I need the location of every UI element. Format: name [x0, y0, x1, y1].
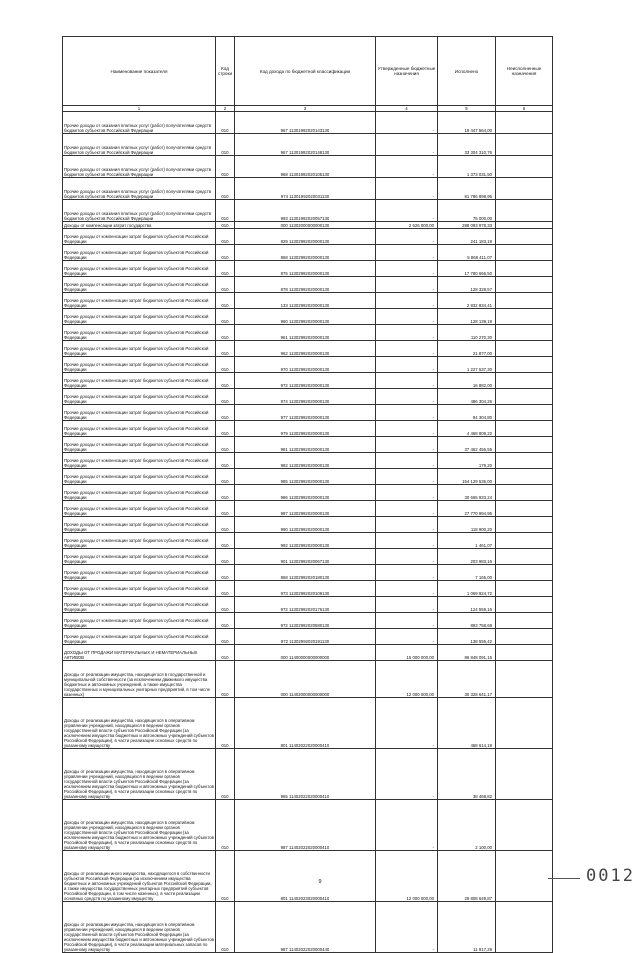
row-line-code: 010 — [216, 485, 235, 501]
row-unexecuted — [496, 134, 553, 156]
row-unexecuted — [496, 517, 553, 533]
row-approved: - — [376, 800, 438, 851]
table-row — [63, 373, 553, 389]
row-income-code: 972 11302992020580130 — [235, 613, 376, 629]
row-line-code: 010 — [216, 800, 235, 851]
row-executed: 11 917,29 — [438, 902, 496, 953]
row-unexecuted — [496, 389, 553, 405]
page-number: 9 — [318, 879, 322, 885]
row-income-code: 972 11302992020191130 — [235, 629, 376, 645]
row-income-code: 981 11302992020000130 — [235, 437, 376, 453]
row-executed: 38 468,82 — [438, 749, 496, 800]
row-name: Доходы от реализации имущества, находящегося в государственной и муниципальной собственности (за исключением движимого имущества бюджетных и автономных учреждений, а также имущества государственных и муниципальных унитарных предприятий, в том числе казенных) — [63, 661, 216, 698]
row-income-code: 987 11402022020000410 — [235, 800, 376, 851]
row-unexecuted — [496, 421, 553, 437]
table-row — [63, 485, 553, 501]
row-income-code: 960 11302992020000130 — [235, 309, 376, 325]
table-row — [63, 261, 553, 277]
table-row — [63, 581, 553, 597]
row-line-code: 010 — [216, 421, 235, 437]
table-row — [63, 851, 553, 902]
row-executed: 94 304,80 — [438, 405, 496, 421]
row-name: Прочие доходы от оказания платных услуг (работ) получателями средств бюджетов субъектов Российской Федерации — [63, 156, 216, 178]
row-approved: 12 000 000,00 — [376, 851, 438, 902]
table-row — [63, 549, 553, 565]
row-line-code: 010 — [216, 222, 235, 229]
row-income-code: 875 11302992020000130 — [235, 261, 376, 277]
header-unexecuted: Неисполненные назначения — [496, 37, 553, 106]
row-income-code: 000 11402000000000000 — [235, 661, 376, 698]
row-unexecuted — [496, 178, 553, 200]
row-unexecuted — [496, 229, 553, 245]
table-row — [63, 389, 553, 405]
table-row — [63, 245, 553, 261]
row-line-code: 010 — [216, 112, 235, 134]
row-executed: 2 100,00 — [438, 800, 496, 851]
row-line-code: 010 — [216, 597, 235, 613]
row-executed: 128 328,57 — [438, 277, 496, 293]
row-unexecuted — [496, 261, 553, 277]
row-executed: 1 069 924,72 — [438, 581, 496, 597]
row-unexecuted — [496, 373, 553, 389]
row-income-code: 974 11302992020000130 — [235, 389, 376, 405]
row-income-code: 982 11302992020000130 — [235, 453, 376, 469]
row-executed: 124 559,16 — [438, 597, 496, 613]
row-approved: - — [376, 373, 438, 389]
row-approved: - — [376, 178, 438, 200]
row-approved: - — [376, 341, 438, 357]
row-name: Прочие доходы от компенсации затрат бюджетов субъектов Российской Федерации — [63, 581, 216, 597]
row-income-code: 973 11302992020109130 — [235, 581, 376, 597]
row-line-code: 010 — [216, 309, 235, 325]
row-executed: 179,20 — [438, 453, 496, 469]
row-executed: 33 304 310,76 — [438, 134, 496, 156]
row-approved: - — [376, 293, 438, 309]
row-executed: 118 900,20 — [438, 517, 496, 533]
row-executed: 81 786 898,95 — [438, 178, 496, 200]
row-approved: - — [376, 277, 438, 293]
row-executed: 86 848 091,15 — [438, 645, 496, 661]
row-unexecuted — [496, 453, 553, 469]
row-executed: 19 447 564,00 — [438, 112, 496, 134]
row-approved: - — [376, 437, 438, 453]
table-row — [63, 629, 553, 645]
row-line-code: 010 — [216, 501, 235, 517]
row-executed: 893 758,68 — [438, 613, 496, 629]
row-approved: 15 000 000,00 — [376, 645, 438, 661]
row-executed: 1 461,07 — [438, 533, 496, 549]
row-income-code: 987 11402022020000440 — [235, 902, 376, 953]
row-name: Прочие доходы от компенсации затрат бюджетов субъектов Российской Федерации — [63, 469, 216, 485]
row-name: Прочие доходы от оказания платных услуг (работ) получателями средств бюджетов субъектов Российской Федерации — [63, 178, 216, 200]
column-number: 1 — [63, 106, 216, 112]
row-line-code: 010 — [216, 613, 235, 629]
table-row — [63, 200, 553, 222]
row-approved: - — [376, 156, 438, 178]
row-income-code: 970 11302992020000130 — [235, 357, 376, 373]
row-approved: - — [376, 134, 438, 156]
table-row — [63, 421, 553, 437]
row-line-code: 010 — [216, 645, 235, 661]
row-executed: 16 882,00 — [438, 373, 496, 389]
row-executed: 5 868 411,07 — [438, 245, 496, 261]
row-approved: - — [376, 629, 438, 645]
row-approved: - — [376, 549, 438, 565]
row-income-code: 990 11302992020000130 — [235, 517, 376, 533]
row-name: Прочие доходы от компенсации затрат бюджетов субъектов Российской Федерации — [63, 453, 216, 469]
row-name: Доходы от реализации имущества, находящегося в оперативном управлении учреждений, находящихся в ведении органов государственной власти субъектов Российской Федерации (за исключением имущества бюджетных и автономных учреждений субъектов Российской Федерации), в части реализации материальных запасов по указанному имуществу — [63, 902, 216, 953]
row-executed: 75 000,00 — [438, 200, 496, 222]
row-income-code: 977 11302992020000130 — [235, 405, 376, 421]
table-row — [63, 613, 553, 629]
row-name: Доходы от реализации имущества, находящегося в оперативном управлении учреждений, находящихся в ведении органов государственной власти субъектов Российской Федерации (за исключением имущества бюджетных и автономных учреждений субъектов Российской Федерации), в части реализации основных средств по указанному имуществу — [63, 698, 216, 749]
row-income-code: 829 11302992020000130 — [235, 229, 376, 245]
row-line-code: 010 — [216, 661, 235, 698]
row-name: Прочие доходы от компенсации затрат бюджетов субъектов Российской Федерации — [63, 421, 216, 437]
row-name: Прочие доходы от компенсации затрат бюджетов субъектов Российской Федерации — [63, 373, 216, 389]
row-unexecuted — [496, 581, 553, 597]
row-unexecuted — [496, 293, 553, 309]
row-unexecuted — [496, 800, 553, 851]
table-row — [63, 222, 553, 229]
column-number: 5 — [438, 106, 496, 112]
row-approved: - — [376, 517, 438, 533]
row-income-code: 901 11302992020067130 — [235, 549, 376, 565]
row-name: Прочие доходы от компенсации затрат бюджетов субъектов Российской Федерации — [63, 357, 216, 373]
row-unexecuted — [496, 245, 553, 261]
row-executed: 1 227 537,30 — [438, 357, 496, 373]
row-executed: 2 832 834,41 — [438, 293, 496, 309]
row-executed: 1 373 031,50 — [438, 156, 496, 178]
row-unexecuted — [496, 549, 553, 565]
row-income-code: 965 11402022020000410 — [235, 749, 376, 800]
table-body — [63, 112, 553, 953]
row-unexecuted — [496, 597, 553, 613]
row-income-code: 801 11402023020000410 — [235, 851, 376, 902]
row-line-code: 010 — [216, 405, 235, 421]
row-approved: - — [376, 245, 438, 261]
row-approved: - — [376, 485, 438, 501]
row-name: Прочие доходы от компенсации затрат бюджетов субъектов Российской Федерации — [63, 485, 216, 501]
table-row — [63, 112, 553, 134]
row-name: Прочие доходы от компенсации затрат бюджетов субъектов Российской Федерации — [63, 565, 216, 581]
table-row — [63, 156, 553, 178]
row-unexecuted — [496, 357, 553, 373]
row-name: Прочие доходы от оказания платных услуг (работ) получателями средств бюджетов субъектов Российской Федерации — [63, 134, 216, 156]
row-income-code: 000 11400000000000000 — [235, 645, 376, 661]
header-indicator-name: Наименование показателя — [63, 37, 216, 106]
row-name: Прочие доходы от компенсации затрат бюджетов субъектов Российской Федерации — [63, 629, 216, 645]
row-approved: - — [376, 565, 438, 581]
row-line-code: 010 — [216, 517, 235, 533]
table-row — [63, 749, 553, 800]
table-row — [63, 357, 553, 373]
row-line-code: 010 — [216, 178, 235, 200]
row-approved: - — [376, 469, 438, 485]
income-table — [62, 36, 553, 953]
row-unexecuted — [496, 698, 553, 749]
row-unexecuted — [496, 405, 553, 421]
row-income-code: 868 11302992020000130 — [235, 245, 376, 261]
row-name: Прочие доходы от компенсации затрат бюджетов субъектов Российской Федерации — [63, 533, 216, 549]
row-unexecuted — [496, 222, 553, 229]
table-row — [63, 309, 553, 325]
table-row — [63, 405, 553, 421]
row-executed: 17 780 666,50 — [438, 261, 496, 277]
row-line-code: 010 — [216, 469, 235, 485]
row-income-code: 961 11302992020000130 — [235, 325, 376, 341]
row-approved: - — [376, 533, 438, 549]
table-row — [63, 902, 553, 953]
row-line-code: 010 — [216, 156, 235, 178]
row-unexecuted — [496, 902, 553, 953]
table-row — [63, 533, 553, 549]
row-name: Прочие доходы от компенсации затрат бюджетов субъектов Российской Федерации — [63, 261, 216, 277]
row-line-code: 010 — [216, 749, 235, 800]
row-line-code: 010 — [216, 851, 235, 902]
table-row — [63, 277, 553, 293]
row-name: Доходы от реализации иного имущества, находящегося в собственности субъектов Российской Федерации (за исключением имущества бюджетных и автономных учреждений субъектов Российской Федерации, а также имущества государственных унитарных предприятий субъектов Российской Федерации, в том числе казенных), в части реализации основных средств по указанному имуществу — [63, 851, 216, 902]
row-name: ДОХОДЫ ОТ ПРОДАЖИ МАТЕРИАЛЬНЫХ И НЕМАТЕРИАЛЬНЫХ АКТИВОВ — [63, 645, 216, 661]
row-line-code: 010 — [216, 389, 235, 405]
row-approved: - — [376, 902, 438, 953]
row-income-code: 962 11302992020000130 — [235, 341, 376, 357]
table-row — [63, 698, 553, 749]
row-income-code: 801 11402022020000410 — [235, 698, 376, 749]
row-unexecuted — [496, 501, 553, 517]
row-approved: - — [376, 325, 438, 341]
row-approved: - — [376, 613, 438, 629]
row-approved: - — [376, 453, 438, 469]
row-approved: - — [376, 597, 438, 613]
row-name: Прочие доходы от оказания платных услуг (работ) получателями средств бюджетов субъектов Российской Федерации — [63, 112, 216, 134]
row-income-code: 985 11302992020000130 — [235, 469, 376, 485]
row-unexecuted — [496, 645, 553, 661]
row-line-code: 010 — [216, 357, 235, 373]
row-income-code: 878 11302992020000130 — [235, 277, 376, 293]
row-unexecuted — [496, 851, 553, 902]
table-row — [63, 645, 553, 661]
row-income-code: 868 11302992020180130 — [235, 565, 376, 581]
row-executed: 138 555,42 — [438, 629, 496, 645]
row-name: Прочие доходы от компенсации затрат бюджетов субъектов Российской Федерации — [63, 613, 216, 629]
row-line-code: 010 — [216, 200, 235, 222]
row-approved: - — [376, 501, 438, 517]
row-name: Прочие доходы от компенсации затрат бюджетов субъектов Российской Федерации — [63, 229, 216, 245]
row-line-code: 010 — [216, 277, 235, 293]
row-unexecuted — [496, 565, 553, 581]
header-income-code: Код дохода по бюджетной классификации — [235, 37, 376, 106]
row-name: Прочие доходы от компенсации затрат бюджетов субъектов Российской Федерации — [63, 325, 216, 341]
row-executed: 241 183,19 — [438, 229, 496, 245]
row-income-code: 000 11302000000000130 — [235, 222, 376, 229]
table-row — [63, 661, 553, 698]
row-unexecuted — [496, 200, 553, 222]
row-unexecuted — [496, 437, 553, 453]
row-executed: 30 328 641,17 — [438, 661, 496, 698]
row-executed: 37 462 456,55 — [438, 437, 496, 453]
row-line-code: 010 — [216, 533, 235, 549]
column-number: 6 — [496, 106, 553, 112]
row-approved: - — [376, 581, 438, 597]
table-row — [63, 453, 553, 469]
table-row — [63, 229, 553, 245]
report-sheet — [62, 36, 552, 953]
row-approved: - — [376, 357, 438, 373]
table-row — [63, 597, 553, 613]
row-line-code: 010 — [216, 134, 235, 156]
row-approved: - — [376, 112, 438, 134]
row-unexecuted — [496, 309, 553, 325]
row-income-code: 992 11302992020000130 — [235, 533, 376, 549]
row-unexecuted — [496, 112, 553, 134]
row-name: Прочие доходы от компенсации затрат бюджетов субъектов Российской Федерации — [63, 309, 216, 325]
row-approved: - — [376, 405, 438, 421]
row-approved: - — [376, 261, 438, 277]
row-name: Прочие доходы от компенсации затрат бюджетов субъектов Российской Федерации — [63, 437, 216, 453]
row-approved: - — [376, 421, 438, 437]
row-unexecuted — [496, 533, 553, 549]
row-executed: 468 614,19 — [438, 698, 496, 749]
header-approved: Утвержденные бюджетные назначения — [376, 37, 438, 106]
row-approved: - — [376, 309, 438, 325]
row-name: Доходы от компенсации затрат государства — [63, 222, 216, 229]
row-income-code: 968 11301992020105130 — [235, 156, 376, 178]
row-unexecuted — [496, 277, 553, 293]
row-line-code: 010 — [216, 437, 235, 453]
row-approved: - — [376, 698, 438, 749]
row-executed: 154 129 536,00 — [438, 469, 496, 485]
row-unexecuted — [496, 629, 553, 645]
table-row — [63, 800, 553, 851]
row-unexecuted — [496, 341, 553, 357]
row-line-code: 010 — [216, 698, 235, 749]
row-income-code: 967 11301992020148130 — [235, 134, 376, 156]
row-name: Прочие доходы от компенсации затрат бюджетов субъектов Российской Федерации — [63, 405, 216, 421]
row-name: Прочие доходы от компенсации затрат бюджетов субъектов Российской Федерации — [63, 389, 216, 405]
row-line-code: 010 — [216, 325, 235, 341]
row-name: Прочие доходы от компенсации затрат бюджетов субъектов Российской Федерации — [63, 597, 216, 613]
row-executed: 7 165,00 — [438, 565, 496, 581]
row-income-code: 972 11302992020176130 — [235, 597, 376, 613]
table-row — [63, 293, 553, 309]
row-line-code: 010 — [216, 565, 235, 581]
row-line-code: 010 — [216, 261, 235, 277]
header-line-code: Код строки — [216, 37, 235, 106]
row-name: Прочие доходы от компенсации затрат бюджетов субъектов Российской Федерации — [63, 293, 216, 309]
row-executed: 288 093 978,33 — [438, 222, 496, 229]
row-approved: - — [376, 389, 438, 405]
row-approved: - — [376, 229, 438, 245]
row-name: Прочие доходы от компенсации затрат бюджетов субъектов Российской Федерации — [63, 517, 216, 533]
row-line-code: 010 — [216, 581, 235, 597]
row-approved: - — [376, 749, 438, 800]
row-name: Доходы от реализации имущества, находящегося в оперативном управлении учреждений, находящихся в ведении органов государственной власти субъектов Российской Федерации (за исключением имущества бюджетных и автономных учреждений субъектов Российской Федерации), в части реализации основных средств по указанному имуществу — [63, 800, 216, 851]
row-line-code: 010 — [216, 229, 235, 245]
row-income-code: 979 11302992020000130 — [235, 421, 376, 437]
row-income-code: 987 11302992020000130 — [235, 501, 376, 517]
row-income-code: 974 11301992020031130 — [235, 178, 376, 200]
table-header — [63, 37, 553, 112]
row-unexecuted — [496, 613, 553, 629]
table-row — [63, 325, 553, 341]
table-row — [63, 565, 553, 581]
column-number: 3 — [235, 106, 376, 112]
column-number: 2 — [216, 106, 235, 112]
table-row — [63, 341, 553, 357]
row-executed: 30 665 933,24 — [438, 485, 496, 501]
row-unexecuted — [496, 469, 553, 485]
row-executed: 110 270,30 — [438, 325, 496, 341]
row-executed: 21 877,00 — [438, 341, 496, 357]
row-unexecuted — [496, 749, 553, 800]
row-approved: - — [376, 200, 438, 222]
row-income-code: 967 11301992020143130 — [235, 112, 376, 134]
row-executed: 128 139,19 — [438, 309, 496, 325]
page-stamp: 0012 — [586, 866, 635, 886]
column-number: 4 — [376, 106, 438, 112]
row-approved: 2 626 000,00 — [376, 222, 438, 229]
header-executed: Исполнено — [438, 37, 496, 106]
row-name: Доходы от реализации имущества, находящегося в оперативном управлении учреждений, находящихся в ведении органов государственной власти субъектов Российской Федерации (за исключением имущества бюджетных и автономных учреждений субъектов Российской Федерации), в части реализации основных средств по указанному имуществу — [63, 749, 216, 800]
row-line-code: 010 — [216, 341, 235, 357]
row-income-code: 972 11302992020000130 — [235, 373, 376, 389]
row-name: Прочие доходы от компенсации затрат бюджетов субъектов Российской Федерации — [63, 549, 216, 565]
row-line-code: 010 — [216, 629, 235, 645]
row-name: Прочие доходы от оказания платных услуг (работ) получателями средств бюджетов субъектов Российской Федерации — [63, 200, 216, 222]
table-row — [63, 437, 553, 453]
row-unexecuted — [496, 485, 553, 501]
row-executed: 29 808 649,87 — [438, 851, 496, 902]
row-name: Прочие доходы от компенсации затрат бюджетов субъектов Российской Федерации — [63, 501, 216, 517]
row-income-code: 993 11301992020057130 — [235, 200, 376, 222]
row-line-code: 010 — [216, 549, 235, 565]
row-approved: 12 000 000,00 — [376, 661, 438, 698]
row-name: Прочие доходы от компенсации затрат бюджетов субъектов Российской Федерации — [63, 245, 216, 261]
row-name: Прочие доходы от компенсации затрат бюджетов субъектов Российской Федерации — [63, 277, 216, 293]
table-row — [63, 469, 553, 485]
row-unexecuted — [496, 661, 553, 698]
row-unexecuted — [496, 325, 553, 341]
row-name: Прочие доходы от компенсации затрат бюджетов субъектов Российской Федерации — [63, 341, 216, 357]
table-row — [63, 134, 553, 156]
table-row — [63, 178, 553, 200]
table-row — [63, 517, 553, 533]
row-line-code: 010 — [216, 453, 235, 469]
row-executed: 27 770 994,95 — [438, 501, 496, 517]
table-row — [63, 501, 553, 517]
row-income-code: 986 11302992020000130 — [235, 485, 376, 501]
row-income-code: 133 11302992020000130 — [235, 293, 376, 309]
row-unexecuted — [496, 156, 553, 178]
row-executed: 4 468 809,22 — [438, 421, 496, 437]
row-line-code: 010 — [216, 293, 235, 309]
row-line-code: 010 — [216, 902, 235, 953]
row-executed: 203 983,16 — [438, 549, 496, 565]
row-line-code: 010 — [216, 373, 235, 389]
row-executed: 486 304,26 — [438, 389, 496, 405]
row-line-code: 010 — [216, 245, 235, 261]
